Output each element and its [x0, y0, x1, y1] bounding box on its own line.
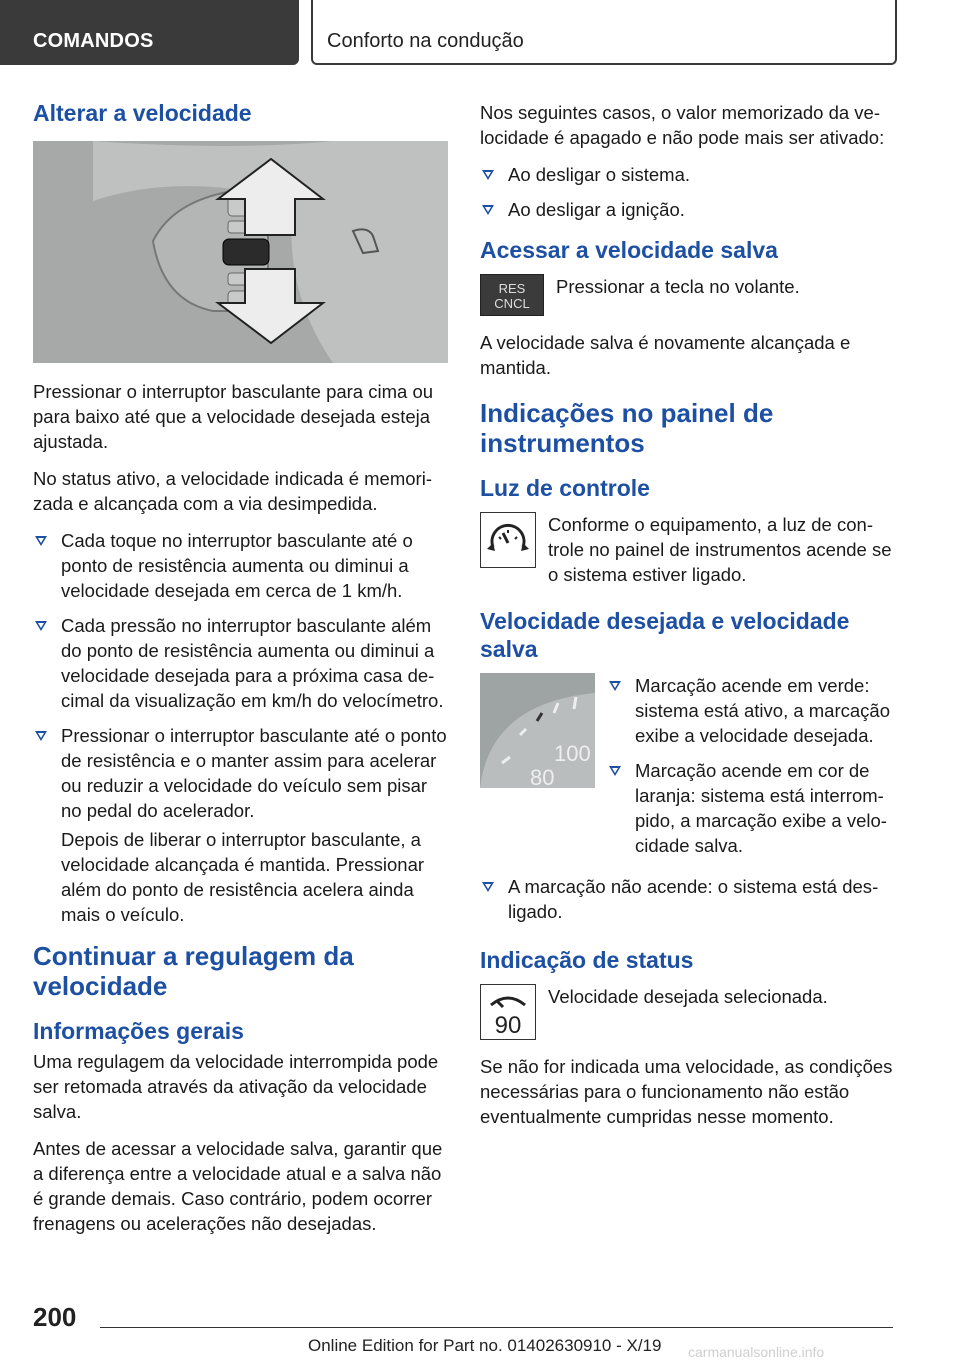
footer-edition: Online Edition for Part no. 01402630910 - X/19: [308, 1336, 662, 1355]
luz-controle-row: [480, 512, 895, 587]
bullet-triangle-icon: [482, 882, 494, 892]
list-item-continuation: Depois de liberar o interruptor basculante, a velocidade alcançada é mantida. Pressionar além do ponto de resistência acelera ainda mais o veículo.: [61, 829, 425, 925]
list-marcacao: [607, 673, 895, 868]
res-cncl-row: [480, 274, 895, 316]
paragraph-antes-acessar: Antes de acessar a velocidade salva, garantir que a diferença entre a velocidade atual e a salva não é grande demais. Caso contrário, podem ocorrer frenagens ou acelerações não desejadas.: [33, 1138, 443, 1234]
footer-divider: [100, 1327, 893, 1328]
heading-indicacao-status: Indicação de status: [480, 947, 694, 973]
heading-indicacoes-painel: Indicações no painel de instrumentos: [480, 398, 774, 458]
paragraph-pressionar: Pressionar o interruptor basculante para cima ou para baixo até que a velocidade desejada esteja ajustada.: [33, 381, 434, 452]
list-item: Marcação acende em cor de laranja: sistema está interrompido, a marcação exibe a velocidade salva.: [607, 758, 895, 858]
gauge-label-80: 80: [530, 765, 555, 788]
paragraph-condicoes: Se não for indicada uma velocidade, as condições necessárias para o funcionamento não estão eventualmente cumpridas nesse momento.: [480, 1056, 893, 1127]
paragraph-regulagem-interrompida: Uma regulagem da velocidade interrompida pode ser retomada através da ativação da velocidade salva.: [33, 1051, 439, 1122]
list-casos: [480, 162, 895, 222]
paragraph-status-ativo: No status ativo, a velocidade indicada é memorizada e alcançada com a via desimpedida.: [33, 468, 432, 514]
header-section-tab: [0, 0, 299, 65]
desired-speed-indicator-icon: [480, 984, 536, 1040]
status-speed-number: 90: [494, 1012, 522, 1039]
list-item: Ao desligar a ignição.: [480, 197, 895, 222]
status-text: Velocidade desejada selecionada.: [548, 986, 828, 1007]
cncl-key-label: CNCL: [494, 296, 530, 311]
heading-continuar-regulagem: Continuar a regulagem da velocidade: [33, 941, 354, 1001]
gauge-row: [480, 673, 895, 868]
bullet-triangle-icon: [35, 536, 47, 546]
status-row: [480, 984, 895, 1040]
header-chapter-tab: [311, 0, 897, 65]
steering-wheel-switch-image: [33, 141, 448, 363]
header-section-label: COMANDOS: [33, 30, 154, 52]
paragraph-velocidade-alcancada: A velocidade salva é novamente alcançada e mantida.: [480, 332, 851, 378]
res-cncl-key-icon: [480, 274, 544, 316]
right-column: [480, 100, 895, 1141]
list-item: A marcação não acende: o sistema está desligado.: [480, 874, 895, 924]
gauge-label-100: 100: [554, 741, 591, 766]
heading-acessar-velocidade: Acessar a velocidade salva: [480, 237, 778, 263]
list-marcacao-off: [480, 874, 895, 924]
steering-wheel-illustration: [33, 141, 448, 363]
watermark: carmanualsonline.info: [688, 1344, 825, 1360]
page-number: 200: [33, 1302, 77, 1332]
list-item: Ao desligar o sistema.: [480, 162, 895, 187]
speedometer-marker-image: [480, 673, 595, 788]
cruise-control-light-icon: [480, 512, 536, 568]
heading-informacoes-gerais: Informações gerais: [33, 1018, 244, 1044]
heading-alterar-velocidade: Alterar a velocidade: [33, 100, 252, 126]
header-chapter-label: Conforto na condução: [327, 30, 524, 52]
bullet-triangle-icon: [609, 681, 621, 691]
list-ajuste-velocidade: [33, 528, 448, 927]
list-item: Pressionar o interruptor basculante até o ponto de resistência e o manter assim para acelerar ou reduzir a velocidade do veículo sem pisar no pedal do acelerador. Depois de liberar o interruptor basculante, a velocidade alcançada é mantida. Pressionar além do ponto de resistência acelera ainda mais o veículo.: [33, 723, 448, 927]
luz-controle-text: Conforme o equipamento, a luz de controle no painel de instrumentos acende se o sistema estiver ligado.: [548, 514, 892, 585]
list-item: Marcação acende em verde: sistema está ativo, a marcação exibe a velocidade desejada.: [607, 673, 895, 748]
paragraph-casos-apagado: Nos seguintes casos, o valor memorizado da velocidade é apagado e não pode mais ser ativado:: [480, 102, 885, 148]
res-key-label: RES: [498, 281, 526, 296]
bullet-triangle-icon: [482, 170, 494, 180]
bullet-triangle-icon: [35, 731, 47, 741]
left-column: [33, 100, 448, 1248]
list-item: Cada toque no interruptor basculante até o ponto de resistência aumenta ou diminui a velocidade desejada em cerca de 1 km/h.: [33, 528, 448, 603]
bullet-triangle-icon: [609, 766, 621, 776]
bullet-triangle-icon: [482, 205, 494, 215]
res-instruction: Pressionar a tecla no volante.: [556, 276, 800, 297]
heading-velocidade-desejada: Velocidade desejada e velocidade salva: [480, 608, 850, 662]
heading-luz-controle: Luz de controle: [480, 475, 650, 501]
bullet-triangle-icon: [35, 621, 47, 631]
list-item: Cada pressão no interruptor basculante além do ponto de resistência aumenta ou diminui a velocidade desejada para a próxima casa decimal da visualização em km/h do velocímetro.: [33, 613, 448, 713]
